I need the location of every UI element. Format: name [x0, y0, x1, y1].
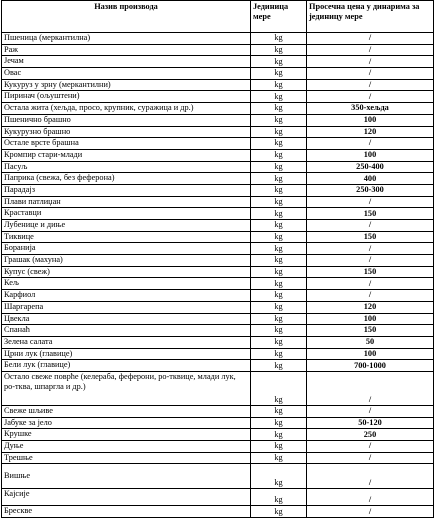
unit-cell: kg — [251, 138, 307, 150]
unit-cell: kg — [251, 325, 307, 337]
price-cell: / — [307, 91, 434, 103]
product-name-cell: Купус (свеж) — [2, 266, 251, 278]
table-row — [2, 114, 434, 126]
table-row — [2, 464, 434, 489]
price-cell: / — [307, 243, 434, 255]
unit-cell: kg — [251, 405, 307, 417]
unit-cell: kg — [251, 103, 307, 115]
unit-cell: kg — [251, 266, 307, 278]
table-row — [2, 149, 434, 161]
product-name-cell: Остале врсте брашна — [2, 138, 251, 150]
price-cell: 700-1000 — [307, 360, 434, 372]
table-row — [2, 220, 434, 232]
unit-cell: kg — [251, 417, 307, 429]
unit-cell: kg — [251, 56, 307, 68]
price-cell: 150 — [307, 266, 434, 278]
table-header-row — [2, 1, 434, 33]
table-row — [2, 348, 434, 360]
price-cell: 400 — [307, 173, 434, 185]
table-row — [2, 44, 434, 56]
product-name-cell: Јечам — [2, 56, 251, 68]
price-cell: / — [307, 196, 434, 208]
table-row — [2, 173, 434, 185]
product-name-cell: Свеже шљиве — [2, 405, 251, 417]
unit-cell: kg — [251, 255, 307, 267]
product-name-cell: Трешње — [2, 452, 251, 464]
price-cell: 120 — [307, 126, 434, 138]
price-cell: / — [307, 79, 434, 91]
table-row — [2, 441, 434, 453]
product-name-cell: Брескве — [2, 506, 251, 518]
unit-cell: kg — [251, 489, 307, 506]
price-cell: 250-300 — [307, 184, 434, 196]
unit-cell: kg — [251, 360, 307, 372]
price-cell: 250 — [307, 429, 434, 441]
price-cell: 50 — [307, 336, 434, 348]
table-row — [2, 313, 434, 325]
price-cell: / — [307, 405, 434, 417]
unit-cell: kg — [251, 348, 307, 360]
table-row — [2, 138, 434, 150]
unit-cell: kg — [251, 220, 307, 232]
product-name-cell: Пшенично брашно — [2, 114, 251, 126]
unit-cell: kg — [251, 126, 307, 138]
product-name-cell: Спанаћ — [2, 325, 251, 337]
product-name-cell: Пшеница (меркантилна) — [2, 33, 251, 45]
price-cell: 150 — [307, 325, 434, 337]
product-name-cell: Грашак (махуна) — [2, 255, 251, 267]
unit-cell: kg — [251, 114, 307, 126]
product-name-cell: Паприка (свежа, без феферона) — [2, 173, 251, 185]
unit-cell: kg — [251, 68, 307, 80]
unit-cell: kg — [251, 33, 307, 45]
unit-cell: kg — [251, 464, 307, 489]
price-cell: / — [307, 138, 434, 150]
product-name-cell: Овас — [2, 68, 251, 80]
table-row — [2, 266, 434, 278]
table-row — [2, 126, 434, 138]
price-cell: 100 — [307, 313, 434, 325]
table-row — [2, 325, 434, 337]
table-row — [2, 103, 434, 115]
product-name-cell: Парадајз — [2, 184, 251, 196]
product-name-cell: Кељ — [2, 278, 251, 290]
product-name-cell: Раж — [2, 44, 251, 56]
table-row — [2, 208, 434, 220]
table-row — [2, 336, 434, 348]
product-name-cell: Остала жита (хељда, просо, крупник, суражица и др.) — [2, 103, 251, 115]
table-row — [2, 231, 434, 243]
product-name-cell: Цвекла — [2, 313, 251, 325]
table-row — [2, 506, 434, 518]
price-cell: 100 — [307, 149, 434, 161]
header-product-name: Назив производа — [2, 1, 251, 33]
product-name-cell: Црни лук (главице) — [2, 348, 251, 360]
unit-cell: kg — [251, 301, 307, 313]
table-row — [2, 405, 434, 417]
product-name-cell: Јабуке за јело — [2, 417, 251, 429]
unit-cell: kg — [251, 290, 307, 302]
header-price: Просечна цена у динарима за јединицу мере — [307, 1, 434, 33]
product-name-cell: Лубенице и диње — [2, 220, 251, 232]
product-name-cell: Плави патлиџан — [2, 196, 251, 208]
price-cell: / — [307, 44, 434, 56]
price-cell: / — [307, 441, 434, 453]
unit-cell: kg — [251, 161, 307, 173]
product-name-cell: Бели лук (главице) — [2, 360, 251, 372]
table-row — [2, 243, 434, 255]
product-name-cell: Боранија — [2, 243, 251, 255]
unit-cell: kg — [251, 231, 307, 243]
price-cell: / — [307, 278, 434, 290]
unit-cell: kg — [251, 243, 307, 255]
price-cell: / — [307, 452, 434, 464]
table-row — [2, 360, 434, 372]
table-row — [2, 79, 434, 91]
price-cell: / — [307, 506, 434, 518]
unit-cell: kg — [251, 149, 307, 161]
price-table — [1, 0, 434, 518]
price-cell: / — [307, 68, 434, 80]
table-row — [2, 452, 434, 464]
unit-cell: kg — [251, 371, 307, 405]
unit-cell: kg — [251, 79, 307, 91]
header-unit: Јединица мере — [251, 1, 307, 33]
price-cell: 150 — [307, 208, 434, 220]
product-name-cell: Пиринач (ољуштени) — [2, 91, 251, 103]
unit-cell: kg — [251, 278, 307, 290]
price-cell: / — [307, 489, 434, 506]
unit-cell: kg — [251, 91, 307, 103]
product-name-cell: Кукуруз у зрну (меркантилни) — [2, 79, 251, 91]
table-row — [2, 161, 434, 173]
table-row — [2, 371, 434, 405]
price-cell: / — [307, 290, 434, 302]
product-name-cell: Карфиол — [2, 290, 251, 302]
table-row — [2, 91, 434, 103]
unit-cell: kg — [251, 184, 307, 196]
price-cell: 250-400 — [307, 161, 434, 173]
product-name-cell: Шаргарепа — [2, 301, 251, 313]
table-row — [2, 255, 434, 267]
price-cell: 100 — [307, 348, 434, 360]
unit-cell: kg — [251, 313, 307, 325]
unit-cell: kg — [251, 208, 307, 220]
product-name-cell: Дуње — [2, 441, 251, 453]
price-cell: / — [307, 220, 434, 232]
unit-cell: kg — [251, 196, 307, 208]
product-name-cell: Вишње — [2, 464, 251, 489]
price-cell: 50-120 — [307, 417, 434, 429]
unit-cell: kg — [251, 506, 307, 518]
product-name-cell: Краставци — [2, 208, 251, 220]
price-cell: / — [307, 33, 434, 45]
table-row — [2, 278, 434, 290]
price-cell: 150 — [307, 231, 434, 243]
table-row — [2, 68, 434, 80]
table-row — [2, 184, 434, 196]
table-row — [2, 33, 434, 45]
price-cell: / — [307, 56, 434, 68]
table-row — [2, 429, 434, 441]
unit-cell: kg — [251, 173, 307, 185]
product-name-cell: Остало свеже поврће (келераба, феферони, ро-тквице, млади лук, ро-тква, шпаргла и др.) — [2, 371, 251, 405]
price-cell: 100 — [307, 114, 434, 126]
unit-cell: kg — [251, 429, 307, 441]
table-row — [2, 417, 434, 429]
price-cell: / — [307, 255, 434, 267]
product-name-cell: Тиквице — [2, 231, 251, 243]
unit-cell: kg — [251, 336, 307, 348]
price-cell: 350-хељда — [307, 103, 434, 115]
price-cell: 120 — [307, 301, 434, 313]
table-row — [2, 196, 434, 208]
product-name-cell: Кукурузно брашно — [2, 126, 251, 138]
product-name-cell: Кромпир стари-млади — [2, 149, 251, 161]
unit-cell: kg — [251, 452, 307, 464]
product-name-cell: Зелена салата — [2, 336, 251, 348]
table-row — [2, 489, 434, 506]
table-row — [2, 56, 434, 68]
table-row — [2, 290, 434, 302]
table-body — [2, 33, 434, 518]
table-row — [2, 301, 434, 313]
price-cell: / — [307, 464, 434, 489]
price-cell: / — [307, 371, 434, 405]
unit-cell: kg — [251, 44, 307, 56]
product-name-cell: Кајсије — [2, 489, 251, 506]
product-name-cell: Крушке — [2, 429, 251, 441]
product-name-cell: Пасуљ — [2, 161, 251, 173]
unit-cell: kg — [251, 441, 307, 453]
